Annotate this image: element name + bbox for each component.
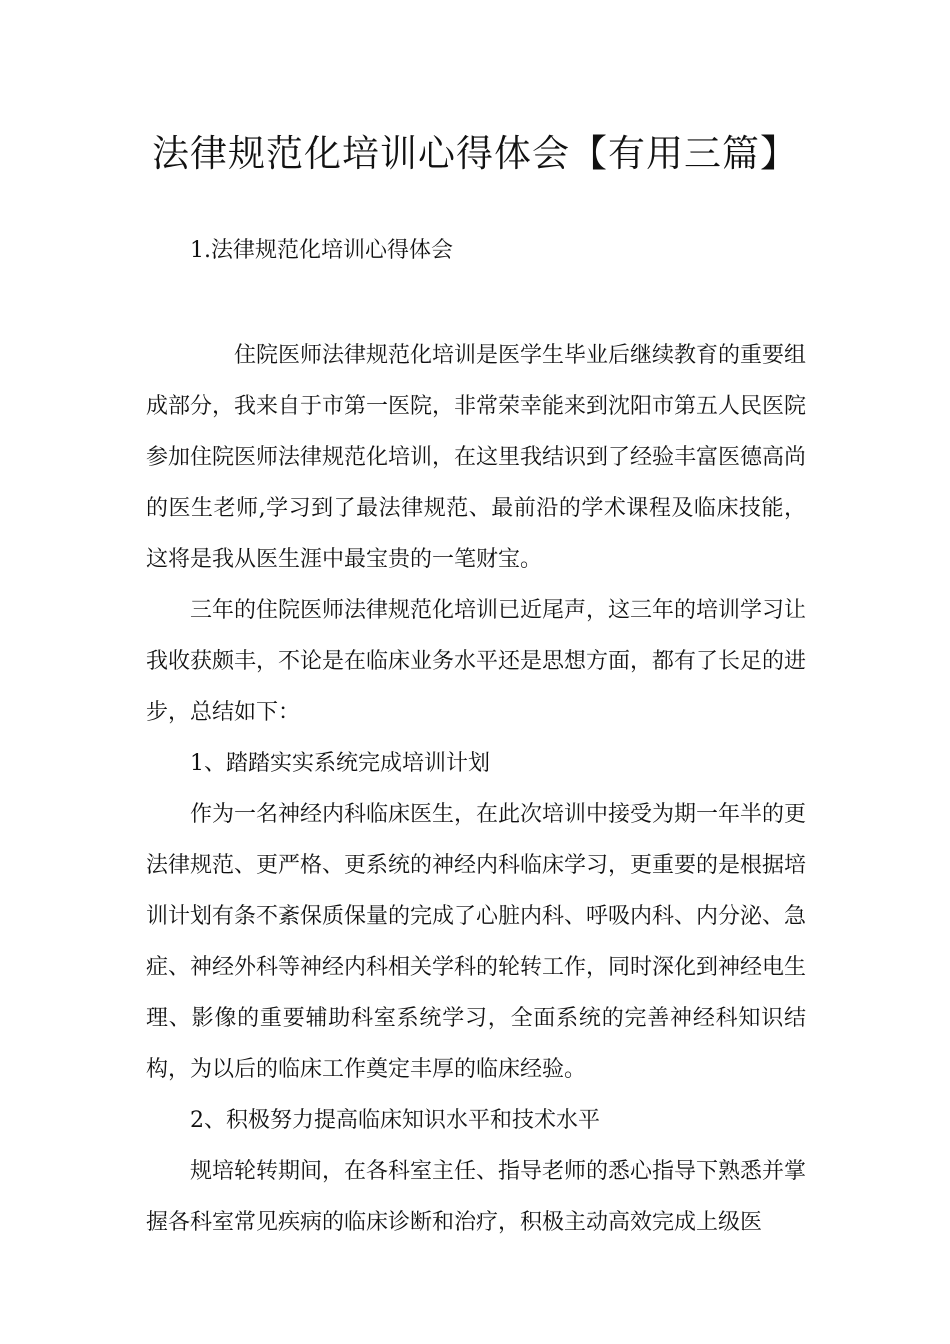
section-title: 1.法律规范化培训心得体会 [190, 238, 453, 263]
paragraph-point-1: 作为一名神经内科临床医生，在此次培训中接受为期一年半的更法律规范、更严格、更系统的神经内科临床学习，更重要的是根据培训计划有条不紊保质保量的完成了心脏内科、呼吸内科、内分泌、急症、神经外科等神经内科相关学科的轮转工作，同时深化到神经电生理、影像的重要辅助科室系统学习，全面系统的完善神经科知识结构，为以后的临床工作奠定丰厚的临床经验。 [146, 802, 807, 1082]
paragraph-summary: 三年的住院医师法律规范化培训已近尾声，这三年的培训学习让我收获颇丰，不论是在临床业务水平还是思想方面，都有了长足的进步，总结如下： [146, 598, 807, 725]
heading-point-2: 2、积极努力提高临床知识水平和技术水平 [190, 1108, 600, 1133]
document-body [146, 330, 806, 1248]
paragraph-intro: 住院医师法律规范化培训是医学生毕业后继续教育的重要组成部分，我来自于市第一医院，非常荣幸能来到沈阳市第五人民医院参加住院医师法律规范化培训，在这里我结识到了经验丰富医德高尚的医生老师,学习到了最法律规范、最前沿的学术课程及临床技能，这将是我从医生涯中最宝贵的一笔财宝。 [146, 343, 807, 572]
paragraph-point-2: 规培轮转期间，在各科室主任、指导老师的悉心指导下熟悉并掌握各科室常见疾病的临床诊断和治疗，积极主动高效完成上级医 [146, 1159, 807, 1235]
heading-point-1: 1、踏踏实实系统完成培训计划 [190, 751, 490, 776]
document-title: 法律规范化培训心得体会【有用三篇】 [152, 132, 798, 175]
